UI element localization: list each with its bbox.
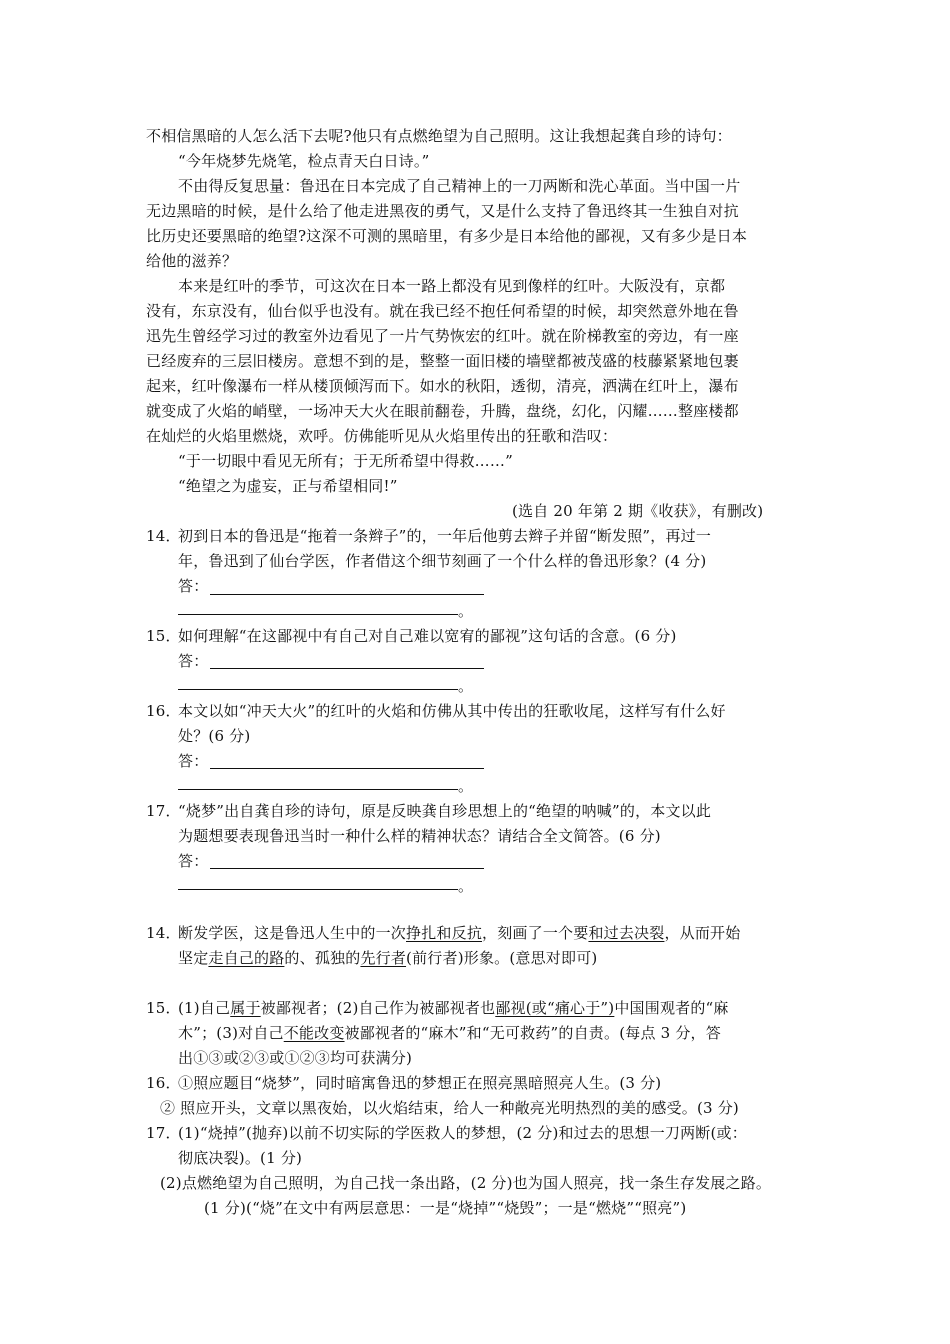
question-text: 年，鲁迅到了仙台学医，作者借这个细节刻画了一个什么样的鲁迅形象？(4 分) (178, 552, 707, 570)
answer-text: 木”；(3)对自己不能改变被鄙视者的“麻木”和“无可救药”的自责。(每点 3 分，答 (178, 1024, 721, 1042)
quote-line: “绝望之为虚妄，正与希望相同!” (178, 477, 398, 495)
question-text: 为题想要表现鲁迅当时一种什么样的精神状态？请结合全文简答。(6 分) (178, 827, 661, 845)
question-text: 初到日本的鲁迅是“拖着一条辫子”的，一年后他剪去辫子并留“断发照”，再过一 (178, 527, 712, 545)
quote-line: “于一切眼中看见无所有；于无所希望中得救……” (178, 452, 513, 470)
answer-text: (1)“烧掉”(抛弃)以前不切实际的学医救人的梦想，(2 分)和过去的思想一刀两断(或： (178, 1124, 747, 1142)
passage-line: 在灿烂的火焰里燃烧，欢呼。仿佛能听见从火焰里传出的狂歌和浩叹： (146, 427, 618, 445)
answer-blank[interactable] (178, 789, 458, 790)
answer-number: 17． (146, 1124, 181, 1142)
question-number: 15． (146, 627, 181, 645)
passage-line: 不由得反复思量：鲁迅在日本完成了自己精神上的一刀两断和洗心革面。当中国一片 (178, 177, 741, 195)
answer-number: 16． (146, 1074, 181, 1092)
answer-text: ①照应题目“烧梦”，同时暗寓鲁迅的梦想正在照亮黑暗照亮人生。(3 分) (178, 1074, 662, 1092)
answer-text: 彻底决裂)。(1 分) (178, 1149, 303, 1167)
passage-line: 本来是红叶的季节，可这次在日本一路上都没有见到像样的红叶。大阪没有，京都 (178, 277, 726, 295)
question-text: 处？(6 分) (178, 727, 251, 745)
passage-line: 起来，红叶像瀑布一样从楼顶倾泻而下。如水的秋阳，透彻，清亮，洒满在红叶上，瀑布 (146, 377, 739, 395)
passage-line: 比历史还要黑暗的绝望?这深不可测的黑暗里，有多少是日本给他的鄙视，又有多少是日本 (146, 227, 748, 245)
answer-label: 答： (178, 577, 209, 595)
passage-line: 给他的滋养？ (146, 252, 238, 270)
end-mark: 。 (458, 602, 474, 620)
answer-text: 出①③或②③或①②③均可获满分) (178, 1049, 413, 1067)
answer-text: (2)点燃绝望为自己照明，为自己找一条出路，(2 分)也为国人照亮，找一条生存发展之路。 (160, 1174, 772, 1192)
passage-line: 迅先生曾经学习过的教室外边看见了一片气势恢宏的红叶。就在阶梯教室的旁边，有一座 (146, 327, 739, 345)
end-mark: 。 (458, 777, 474, 795)
source-citation: (选自 20 年第 2 期《收获》，有删改) (512, 502, 764, 520)
answer-blank[interactable] (210, 868, 484, 869)
question-text: 如何理解“在这鄙视中有自己对自己难以宽宥的鄙视”这句话的含意。(6 分) (178, 627, 677, 645)
answer-blank[interactable] (210, 668, 484, 669)
answer-text: ② 照应开头，文章以黑夜始，以火焰结束，给人一种敞亮光明热烈的美的感受。(3 分) (160, 1099, 739, 1117)
question-number: 14． (146, 527, 181, 545)
answer-label: 答： (178, 752, 209, 770)
question-text: “烧梦”出自龚自珍的诗句，原是反映龚自珍思想上的“绝望的呐喊”的，本文以此 (178, 802, 712, 820)
question-number: 16． (146, 702, 181, 720)
question-text: 本文以如“冲天大火”的红叶的火焰和仿佛从其中传出的狂歌收尾，这样写有什么好 (178, 702, 726, 720)
answer-blank[interactable] (210, 768, 484, 769)
passage-line: 就变成了火焰的峭壁，一场冲天大火在眼前翻卷，升腾，盘绕，幻化，闪耀……整座楼都 (146, 402, 739, 420)
answer-number: 14． (146, 924, 181, 942)
answer-text: (1 分)(“烧”在文中有两层意思：一是“烧掉”“烧毁”；一是“燃烧”“照亮”) (204, 1199, 687, 1217)
answer-blank[interactable] (178, 614, 458, 615)
answer-label: 答： (178, 652, 209, 670)
answer-text: 坚定走自己的路的、孤独的先行者(前行者)形象。(意思对即可) (178, 949, 598, 967)
end-mark: 。 (458, 677, 474, 695)
passage-line: 不相信黑暗的人怎么活下去呢?他只有点燃绝望为自己照明。这让我想起龚自珍的诗句： (146, 127, 732, 145)
answer-blank[interactable] (178, 889, 458, 890)
passage-line: 无边黑暗的时候，是什么给了他走进黑夜的勇气，又是什么支持了鲁迅终其一生独自对抗 (146, 202, 739, 220)
answer-text: (1)自己属于被鄙视者；(2)自己作为被鄙视者也鄙视(或“痛心于”)中国围观者的“麻 (178, 999, 729, 1017)
question-number: 17． (146, 802, 181, 820)
passage-line: 没有，东京没有，仙台似乎也没有。就在我已经不抱任何希望的时候，却突然意外地在鲁 (146, 302, 739, 320)
answer-blank[interactable] (178, 689, 458, 690)
answer-text: 断发学医，这是鲁迅人生中的一次挣扎和反抗，刻画了一个要和过去决裂，从而开始 (178, 924, 741, 942)
answer-number: 15． (146, 999, 181, 1017)
answer-label: 答： (178, 852, 209, 870)
poem-quote: “今年烧梦先烧笔，检点青天白日诗。” (178, 152, 430, 170)
end-mark: 。 (458, 877, 474, 895)
answer-blank[interactable] (210, 594, 484, 595)
passage-line: 已经废弃的三层旧楼房。意想不到的是，整整一面旧楼的墙壁都被茂盛的枝藤紧紧地包裹 (146, 352, 739, 370)
